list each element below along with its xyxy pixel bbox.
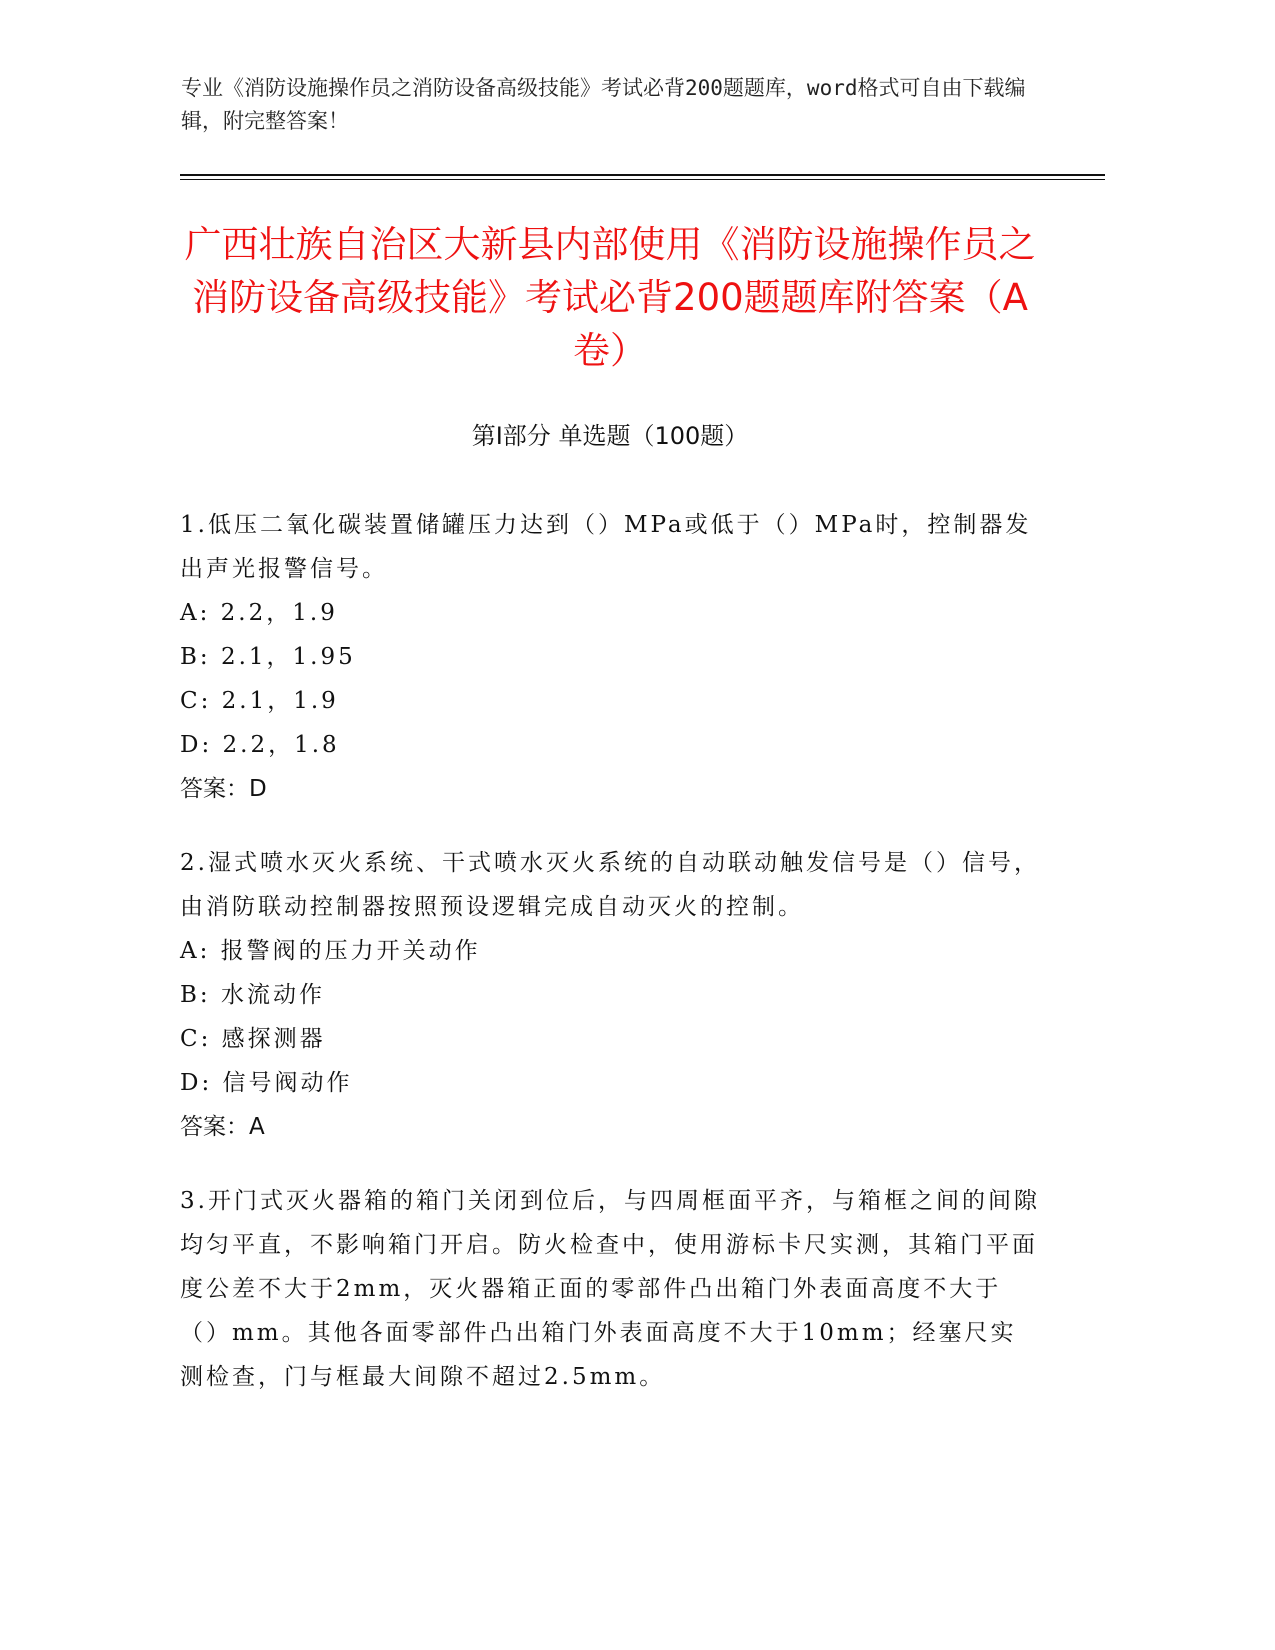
- question-item: [180, 503, 1040, 811]
- question-option: C: 感探测器: [180, 1026, 326, 1052]
- document-title: 广西壮族自治区大新县内部使用《消防设施操作员之消防设备高级技能》考试必背200题题库附答案（A卷）: [184, 223, 1036, 372]
- question-option: A: 2.2，1.9: [180, 600, 338, 626]
- question-option: C: 2.1，1.9: [180, 688, 339, 714]
- header-rule-thin: [180, 179, 1105, 180]
- question-option: D: 2.2，1.8: [180, 732, 340, 758]
- question-answer: 答案：D: [180, 776, 267, 802]
- question-list: [180, 503, 1040, 1429]
- question-answer: 答案：A: [180, 1114, 265, 1140]
- question-option: B: 2.1，1.95: [180, 644, 356, 670]
- question-item: [180, 1179, 1040, 1399]
- question-option: D: 信号阀动作: [180, 1070, 353, 1096]
- question-option: A: 报警阀的压力开关动作: [180, 938, 481, 964]
- section-title: 第I部分 单选题（100题）: [471, 422, 749, 450]
- header-note: 专业《消防设施操作员之消防设备高级技能》考试必背200题题库，word格式可自由下载编辑，附完整答案！: [181, 76, 1026, 133]
- question-option: B: 水流动作: [180, 982, 325, 1008]
- question-stem: 2.湿式喷水灭火系统、干式喷水灭火系统的自动联动触发信号是（）信号，由消防联动控制器按照预设逻辑完成自动灭火的控制。: [180, 850, 1040, 920]
- question-item: [180, 841, 1040, 1149]
- question-stem: 1.低压二氧化碳装置储罐压力达到（）MPa或低于（）MPa时，控制器发出声光报警信号。: [180, 512, 1032, 582]
- question-stem: 3.开门式灭火器箱的箱门关闭到位后，与四周框面平齐，与箱框之间的间隙均匀平直，不影响箱门开启。防火检查中，使用游标卡尺实测，其箱门平面度公差不大于2mm，灭火器箱正面的零部件凸出箱门外表面高度不大于（）mm。其他各面零部件凸出箱门外表面高度不大于10mm；经塞尺实测检查，门与框最大间隙不超过2.5mm。: [180, 1188, 1040, 1390]
- header-rule-thick: [180, 174, 1105, 176]
